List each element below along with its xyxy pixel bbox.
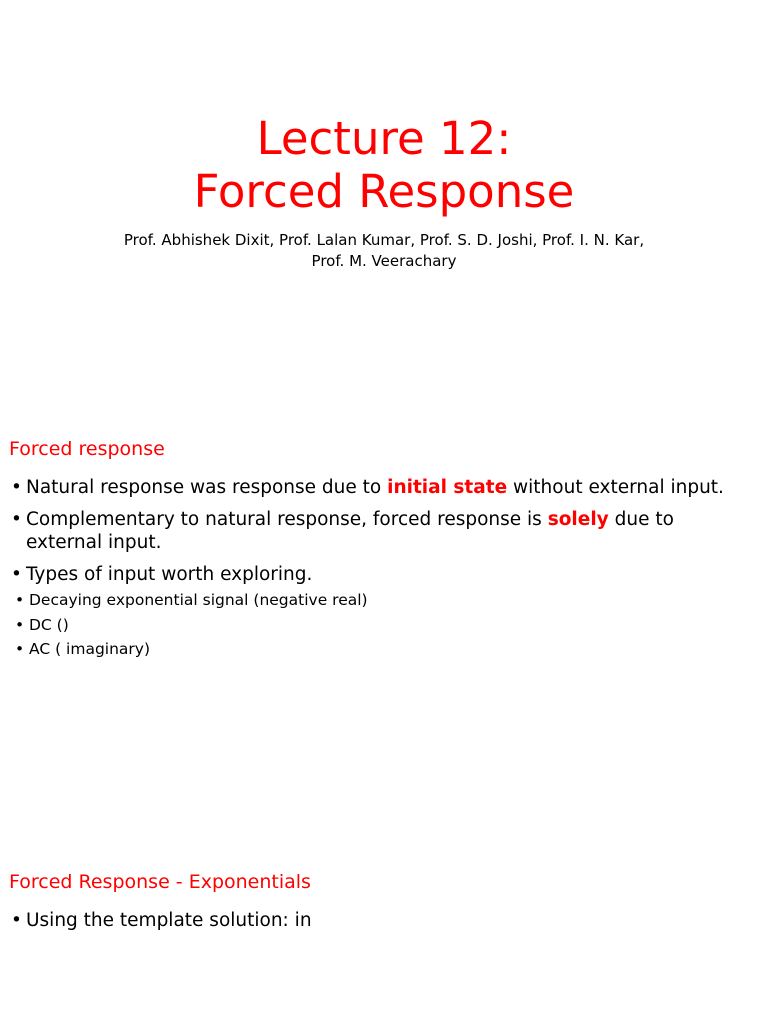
bullet-text: due to external input. (26, 509, 674, 553)
bullet-item (0, 508, 768, 554)
authors-line-2: Prof. M. Veerachary (311, 252, 457, 270)
bullet-dot-icon: • (11, 477, 22, 498)
bullet-dot-icon: • (11, 910, 22, 931)
bullet-text: Types of input worth exploring. (26, 564, 313, 585)
emphasis-text: initial state (387, 477, 508, 498)
bullet-dot-icon: • (15, 640, 25, 658)
author-list (0, 230, 768, 272)
bullet-list (0, 476, 768, 595)
bullet-dot-icon: • (15, 591, 25, 609)
bullet-text: Using the template solution: in (26, 910, 312, 931)
sub-bullet-list (0, 590, 768, 664)
title-line-1: Lecture 12: (256, 112, 512, 165)
sub-bullet-text: Decaying exponential signal (negative real) (29, 591, 368, 609)
bullet-text: Natural response was response due to (26, 477, 388, 498)
emphasis-text: solely (547, 509, 609, 530)
lecture-title (0, 112, 768, 218)
bullet-item (0, 476, 768, 499)
bullet-text: without external input. (507, 477, 724, 498)
bullet-dot-icon: • (11, 564, 22, 585)
bullet-dot-icon: • (11, 509, 22, 530)
sub-bullet-text: AC ( imaginary) (29, 640, 151, 658)
sub-bullet-text: DC () (29, 615, 69, 634)
sub-bullet-item (0, 639, 768, 659)
slide-heading: Forced Response - Exponentials (9, 871, 311, 893)
title-slide (0, 0, 768, 290)
bullet-list (0, 909, 768, 941)
slide-heading: Forced response (9, 438, 165, 460)
bullet-item (0, 909, 768, 932)
bullet-item (0, 563, 768, 586)
title-line-2: Forced Response (193, 165, 575, 218)
bullet-dot-icon: • (15, 615, 25, 634)
sub-bullet-item (0, 590, 768, 610)
bullet-text: Complementary to natural response, forced response is (26, 509, 548, 530)
sub-bullet-item (0, 615, 768, 635)
authors-line-1: Prof. Abhishek Dixit, Prof. Lalan Kumar, Prof. S. D. Joshi, Prof. I. N. Kar, (123, 231, 645, 249)
